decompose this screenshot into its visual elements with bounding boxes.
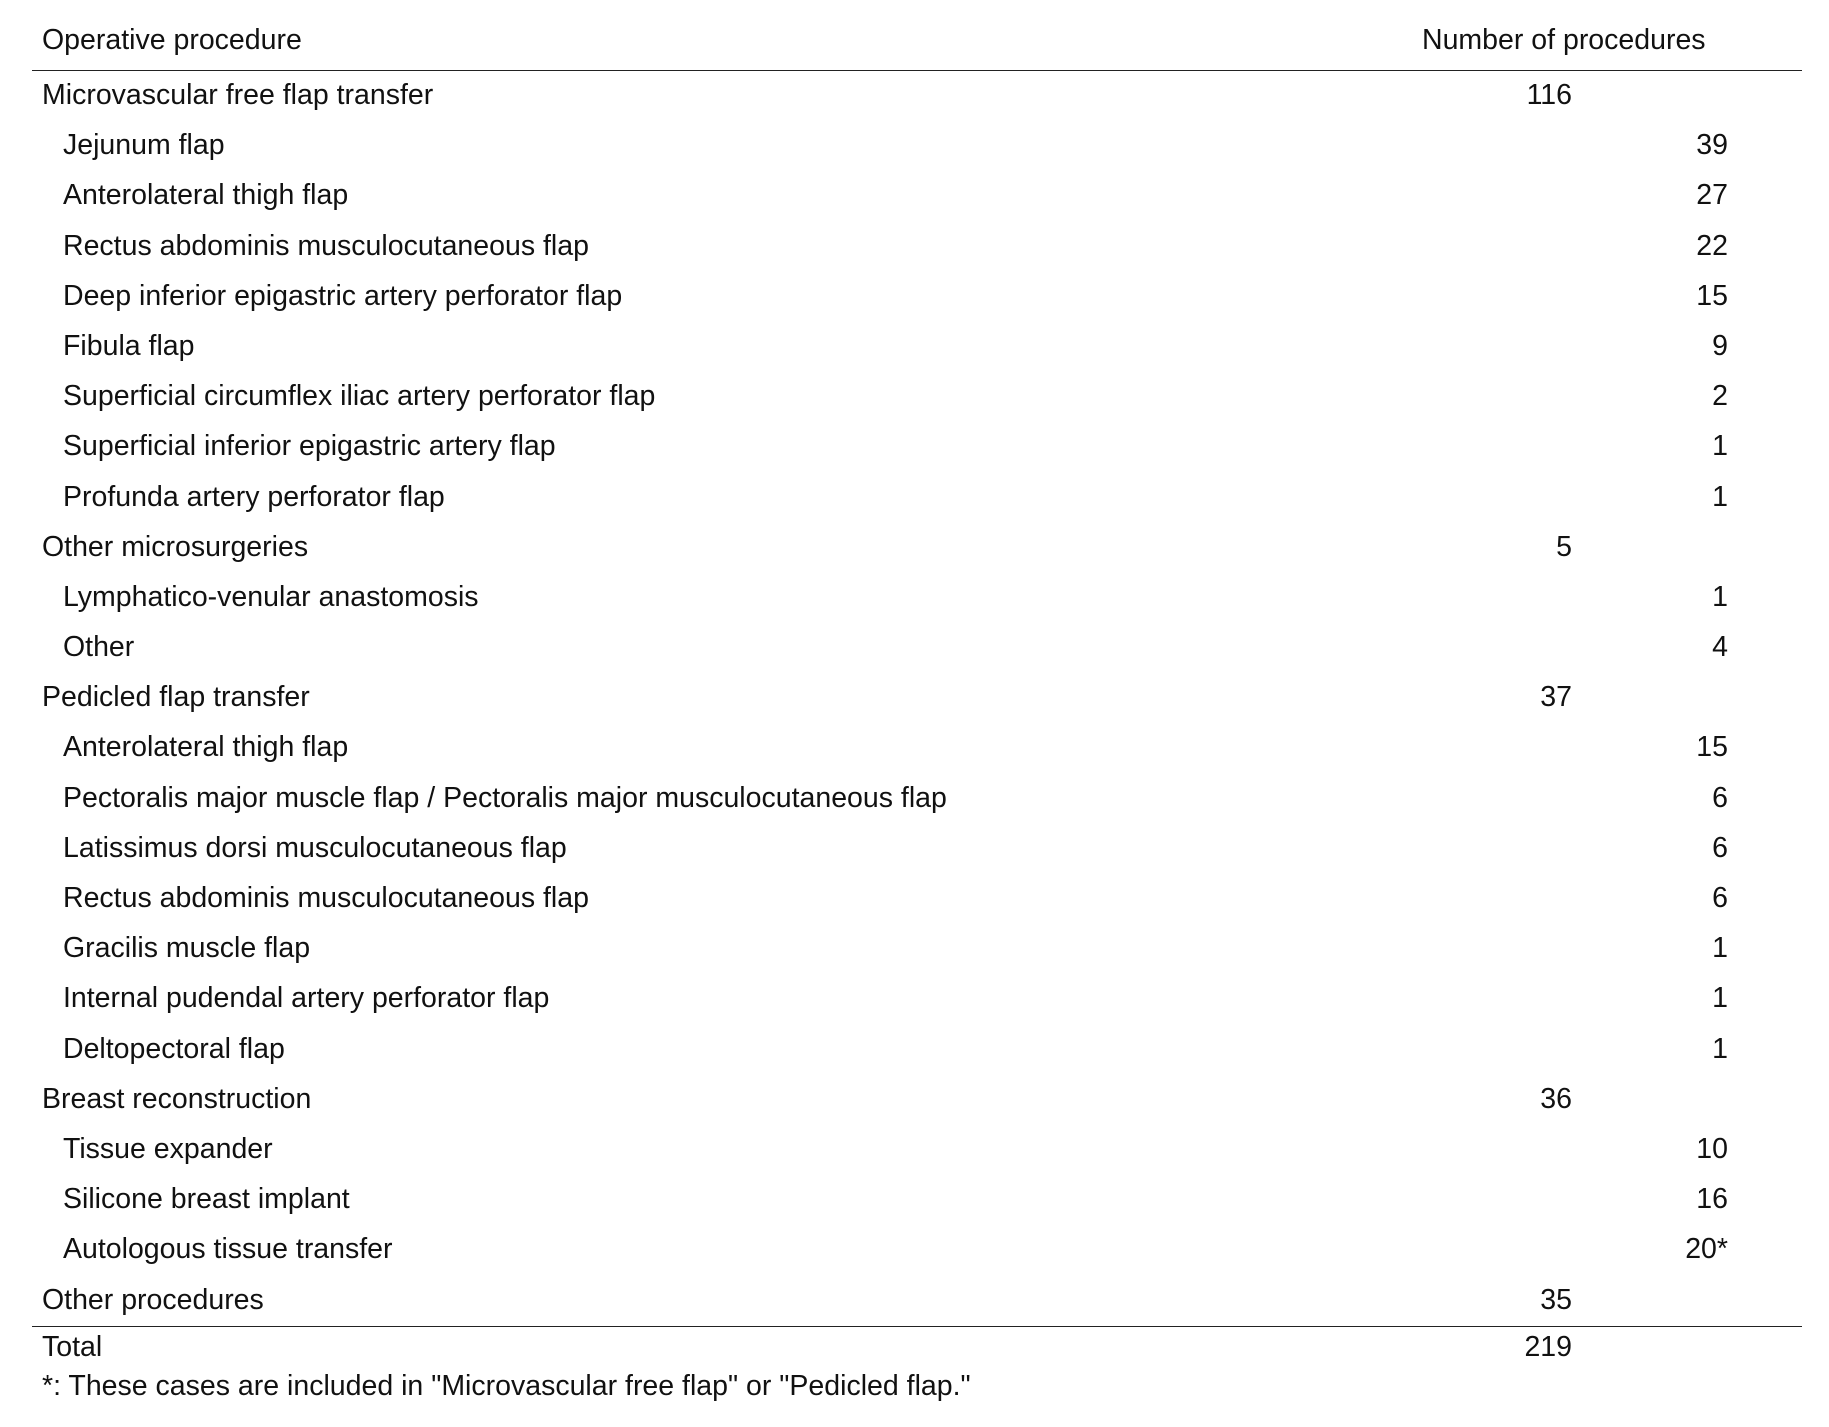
subcategory-count: 1 <box>1712 1032 1728 1065</box>
subcategory-row <box>32 322 1802 372</box>
subcategory-count: 15 <box>1696 731 1728 764</box>
total-row <box>32 1326 1802 1371</box>
subcategory-count: 1 <box>1712 430 1728 463</box>
subcategory-label: Fibula flap <box>63 329 195 362</box>
table-body <box>32 71 1802 1326</box>
subcategory-count: 1 <box>1712 480 1728 513</box>
subcategory-count: 15 <box>1696 279 1728 312</box>
subcategory-row <box>32 372 1802 422</box>
subcategory-count: 1 <box>1712 580 1728 613</box>
subcategory-row <box>32 473 1802 523</box>
subcategory-label: Latissimus dorsi musculocutaneous flap <box>63 831 567 864</box>
subcategory-row <box>32 974 1802 1024</box>
subcategory-count: 6 <box>1712 882 1728 914</box>
subcategory-count: 4 <box>1712 631 1728 664</box>
category-count: 37 <box>1540 681 1572 714</box>
subcategory-label: Autologous tissue transfer <box>63 1233 393 1266</box>
subcategory-row <box>32 573 1802 623</box>
subcategory-count: 27 <box>1696 179 1728 212</box>
subcategory-row <box>32 171 1802 221</box>
total-label: Total <box>42 1330 103 1363</box>
subcategory-count: 22 <box>1696 229 1728 262</box>
subcategory-label: Anterolateral thigh flap <box>63 179 349 212</box>
table-footnote: *: These cases are included in "Microvascular free flap" or "Pedicled flap." <box>42 1370 971 1402</box>
subcategory-label: Deltopectoral flap <box>63 1032 285 1065</box>
subcategory-label: Other <box>63 631 135 664</box>
category-count: 35 <box>1540 1283 1572 1316</box>
subcategory-row <box>32 774 1802 824</box>
category-row <box>32 1276 1802 1326</box>
subcategory-label: Superficial inferior epigastric artery flap <box>63 430 556 463</box>
subcategory-row <box>32 1175 1802 1225</box>
subcategory-row <box>32 121 1802 171</box>
subcategory-label: Silicone breast implant <box>63 1183 350 1216</box>
subcategory-label: Rectus abdominis musculocutaneous flap <box>63 229 589 262</box>
subcategory-label: Pectoralis major muscle flap / Pectoralis major musculocutaneous flap <box>63 781 947 814</box>
subcategory-row <box>32 723 1802 773</box>
subcategory-label: Rectus abdominis musculocutaneous flap <box>63 882 589 914</box>
subcategory-count: 20* <box>1685 1233 1728 1266</box>
subcategory-row <box>32 272 1802 322</box>
subcategory-count: 6 <box>1712 781 1728 814</box>
subcategory-count: 9 <box>1712 329 1728 362</box>
subcategory-label: Profunda artery perforator flap <box>63 480 445 513</box>
subcategory-label: Gracilis muscle flap <box>63 932 311 965</box>
subcategory-label: Lymphatico-venular anastomosis <box>63 580 479 613</box>
subcategory-label: Jejunum flap <box>63 129 225 162</box>
category-count: 36 <box>1540 1082 1572 1115</box>
total-value: 219 <box>1524 1330 1572 1363</box>
category-row <box>32 523 1802 573</box>
category-count: 5 <box>1556 530 1572 563</box>
category-row <box>32 71 1802 121</box>
category-label: Microvascular free flap transfer <box>42 79 434 111</box>
category-row <box>32 1075 1802 1125</box>
subcategory-row <box>32 1225 1802 1275</box>
subcategory-count: 2 <box>1712 380 1728 413</box>
subcategory-count: 10 <box>1696 1132 1728 1165</box>
subcategory-row <box>32 924 1802 974</box>
category-label: Breast reconstruction <box>42 1082 312 1115</box>
subcategory-row <box>32 824 1802 874</box>
subcategory-count: 6 <box>1712 831 1728 864</box>
table-header <box>32 18 1802 71</box>
subcategory-count: 1 <box>1712 932 1728 965</box>
subcategory-row <box>32 222 1802 272</box>
subcategory-row <box>32 1025 1802 1075</box>
subcategory-label: Superficial circumflex iliac artery perforator flap <box>63 380 656 413</box>
category-label: Pedicled flap transfer <box>42 681 310 714</box>
subcategory-label: Anterolateral thigh flap <box>63 731 349 764</box>
subcategory-count: 1 <box>1712 982 1728 1015</box>
subcategory-row <box>32 422 1802 472</box>
category-row <box>32 673 1802 723</box>
subcategory-row <box>32 1125 1802 1175</box>
subcategory-label: Tissue expander <box>63 1132 273 1165</box>
subcategory-row <box>32 874 1802 924</box>
category-label: Other microsurgeries <box>42 530 309 563</box>
category-label: Other procedures <box>42 1283 264 1316</box>
header-operative-procedure: Operative procedure <box>42 24 302 56</box>
subcategory-count: 16 <box>1696 1183 1728 1216</box>
subcategory-row <box>32 623 1802 673</box>
procedures-table <box>32 18 1802 1371</box>
subcategory-label: Deep inferior epigastric artery perforator flap <box>63 279 623 312</box>
subcategory-count: 39 <box>1696 129 1728 162</box>
header-number-of-procedures: Number of procedures <box>1422 24 1706 56</box>
subcategory-label: Internal pudendal artery perforator flap <box>63 982 550 1015</box>
category-count: 116 <box>1526 79 1572 111</box>
